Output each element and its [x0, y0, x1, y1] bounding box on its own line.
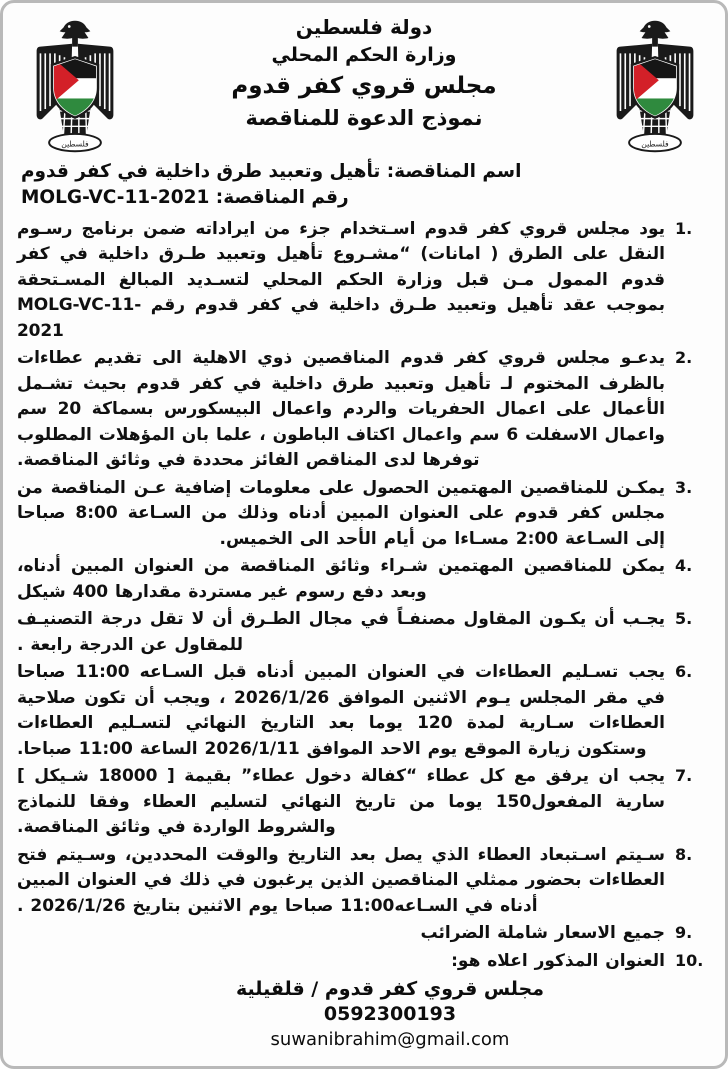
clause-number: 6. [675, 662, 693, 682]
clause-text: يدعـو مجلس قروي كفر قدوم المناقصين ذوي الاهلية الى تقديم عطاءات بالظرف المختوم لـ تأهيل وتعبيد طرق داخلية في كفر قدوم بحيث تشـمل الأعمال على اعمال الحفريات والردم واعمال البيسكورس بسماكة 20 سم واعمال الاسفلت 6 سم واعمال اكتاف الباطون ، علما بان المؤهلات المطلوب توفرها لدى المناقص الفائز محددة في وثائق المناقصة. [17, 348, 666, 471]
tender-number-line: رقم المناقصة: MOLG-VC-11-2021 [21, 187, 349, 209]
palestine-coat-of-arms-icon-left [27, 15, 123, 157]
clause-item [17, 607, 711, 658]
clause-number: 8. [675, 844, 693, 864]
contact-phone[interactable]: 0592300193 [323, 1003, 457, 1026]
council-title: مجلس قروي كفر قدوم [231, 73, 497, 100]
clause-text: يود مجلس قروي كفر قدوم اسـتخدام جزء من ايراداته ضمن برنامج رسـوم النقل على الطرق ( امانات) “مشـروع تأهيل وتعبيد طـرق داخلية في كفر قدوم الممول مـن قبل وزارة الحكم المحلي لتسـديد المبالغ المسـتحقة بموجب عقد تأهيل وتعبيد طـرق داخلية في كفر قدوم رقم MOLG-VC-11-2021 [17, 218, 665, 341]
clause-list [17, 217, 711, 975]
council-address: مجلس قروي كفر قدوم / قلقيلية [236, 978, 544, 1001]
clause-item [17, 949, 711, 975]
clause-item [17, 660, 711, 762]
clause-text: جميع الاسعار شاملة الضرائب [420, 923, 665, 944]
clause-number: 9. [675, 923, 693, 943]
clause-number: 5. [675, 609, 693, 629]
country-title: دولة فلسطين [295, 15, 433, 39]
clause-item [17, 476, 711, 553]
clause-number: 4. [675, 556, 693, 576]
clause-item [17, 921, 711, 947]
clause-item [17, 843, 711, 920]
emblem-caption-text: فلسطين [641, 139, 669, 149]
header-titles [154, 11, 574, 131]
clause-text: يجب ان يرفق مع كل عطاء “كفالة دخول عطاء” بقيمة [ 18000 شـيكل ] سارية المفعول150 يوما من تاريخ النهائي لتسليم العطاء وفقا للنماذج والشروط الواردة في وثائق المناقصة. [17, 766, 666, 838]
document-type-title: نموذج الدعوة للمناقصة [245, 105, 483, 130]
clause-text: العنوان المذكور اعلاه هو: [451, 950, 665, 971]
clause-number: 10. [675, 950, 704, 970]
ministry-title: وزارة الحكم المحلي [271, 43, 457, 66]
contact-footer [17, 976, 711, 1052]
clause-item [17, 764, 711, 841]
clause-number: 1. [675, 218, 693, 238]
clause-text: يمكـن للمناقصين المهتمين الحصول على معلومات إضافية عـن المناقصة من مجلس كفر قدوم على العنوان المبين أدناه وذلك من السـاعة 8:00 صباحا إلى السـاعة 2:00 مسـاءا من أيام الأحد الى الخميس. [17, 477, 665, 549]
emblem-caption-text: فلسطين [61, 139, 89, 149]
clause-item [17, 346, 711, 474]
tender-name-line: اسم المناقصة: تأهيل وتعبيد طرق داخلية في كفر قدوم [21, 161, 522, 182]
tender-identification [17, 159, 711, 214]
clause-number: 2. [675, 348, 693, 368]
clause-text: يجب تسـليم العطاءات في العنوان المبين أدناه قبل السـاعه 11:00 صباحا في مقر المجلس يـوم الاثنين الموافق 2026/1/26 ، ويجب أن تكون صلاحية العطاءات سـارية لمدة 120 يوما بعد التاريخ النهائي لتسـليم العطاءات وستكون زيارة الموقع يوم الاحد الموافق 2026/1/11 الساعة 11:00 صباحا. [17, 662, 666, 759]
contact-email[interactable]: suwanibrahim@gmail.com [270, 1028, 510, 1050]
clause-text: يمكن للمناقصين المهتمين شـراء وثائق المناقصة من العنوان المبين أدناه، وبعد دفع رسوم غير مستردة مقدارها 400 شيكل [17, 556, 665, 602]
clause-number: 7. [675, 766, 693, 786]
document-masthead [17, 11, 711, 163]
clause-item [17, 554, 711, 605]
clause-text: يجـب أن يكـون المقاول مصنفـاً في مجال الطـرق أن لا تقل درجة التصنيـف للمقاول عن الدرجة رابعة . [17, 609, 665, 655]
clause-number: 3. [675, 477, 693, 497]
clause-item [17, 217, 711, 345]
palestine-coat-of-arms-icon-right [607, 15, 703, 157]
clause-text: سـيتم اسـتبعاد العطاء الذي يصل بعد التاريخ والوقت المحددين، وسـيتم فتح العطاءات بحضور ممثلي المناقصين الذين يرغبون في ذلك في العنوان المبين أدناه في السـاعه11:00 صباحا يوم الاثنين بتاريخ 2026/1/26 . [17, 844, 665, 916]
